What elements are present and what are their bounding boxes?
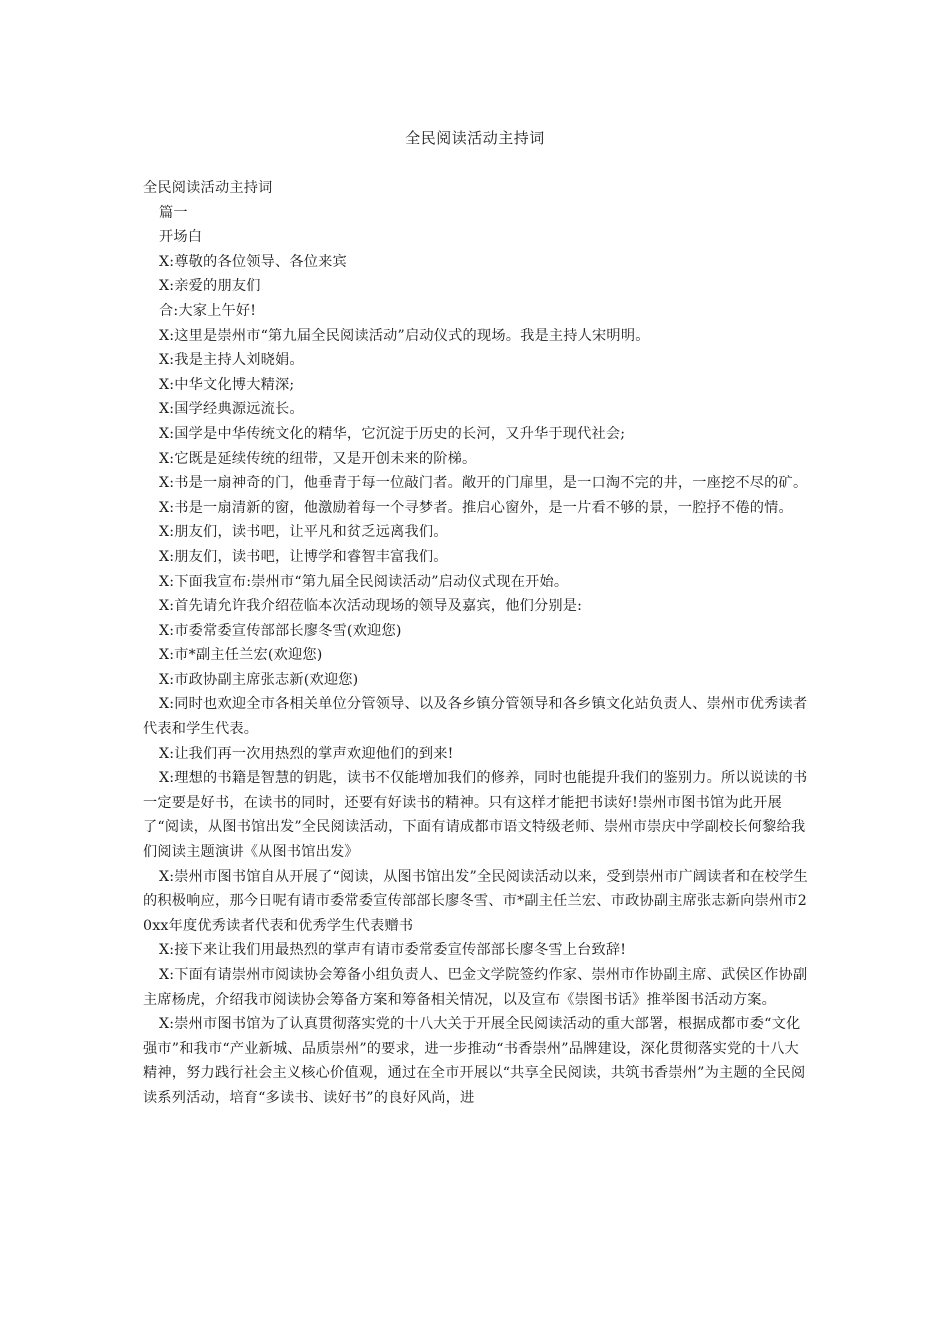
body-paragraph: X:亲爱的朋友们 <box>159 278 261 295</box>
body-paragraph: X:市委常委宣传部部长廖冬雪(欢迎您) <box>159 622 402 639</box>
body-paragraph: X:我是主持人刘晓娟。 <box>159 352 304 369</box>
body-paragraph: X:下面有请崇州市阅读协会筹备小组负责人、巴金文学院签约作家、崇州市作协副主席、武侯区作协副主席杨虎，介绍我市阅读协会筹备方案和筹备相关情况，以及宣布《崇图书话》推举图书活动方案。 <box>143 967 808 1008</box>
document-body <box>143 176 808 1111</box>
body-paragraph: X:崇州市图书馆自从开展了“阅读，从图书馆出发”全民阅读活动以来，受到崇州市广阔读者和在校学生的积极响应，那今日呢有请市委常委宣传部部长廖冬雪、市*副主任兰宏、市政协副主席张志新向崇州市20xx年度优秀读者代表和优秀学生代表赠书 <box>143 868 808 934</box>
body-paragraph: X:首先请允许我介绍莅临本次活动现场的领导及嘉宾，他们分别是: <box>159 598 583 615</box>
body-paragraph: X:中华文化博大精深; <box>159 376 295 393</box>
body-paragraph: X:理想的书籍是智慧的钥匙，读书不仅能增加我们的修养，同时也能提升我们的鉴别力。所以说读的书一定要是好书，在读书的同时，还要有好读书的精神。只有这样才能把书读好!崇州市图书馆为此开展了“阅读，从图书馆出发”全民阅读活动，下面有请成都市语文特级老师、崇州市崇庆中学副校长何黎给我们阅读主题演讲《从图书馆出发》 <box>143 770 808 861</box>
body-paragraph: X:尊敬的各位领导、各位来宾 <box>159 253 347 270</box>
body-paragraph: X:崇州市图书馆为了认真贯彻落实党的十八大关于开展全民阅读活动的重大部署，根据成都市委“文化强市”和我市“产业新城、品质崇州”的要求，进一步推动“书香崇州”品牌建设，深化贯彻落实党的十八大精神，努力践行社会主义核心价值观，通过在全市开展以“共享全民阅读，共筑书香崇州”为主题的全民阅读系列活动，培育“多读书、读好书”的良好风尚，进 <box>143 1016 806 1106</box>
body-paragraph: X:朋友们，读书吧，让博学和睿智丰富我们。 <box>159 548 448 565</box>
body-paragraph: X:同时也欢迎全市各相关单位分管领导、以及各乡镇分管领导和各乡镇文化站负责人、崇州市优秀读者代表和学生代表。 <box>143 696 808 738</box>
body-paragraph: X:国学经典源远流长。 <box>159 401 304 418</box>
body-paragraph: X:市政协副主席张志新(欢迎您) <box>159 671 359 688</box>
body-paragraph: X:市*副主任兰宏(欢迎您) <box>159 647 323 664</box>
body-paragraph: X:书是一扇清新的窗，他激励着每一个寻梦者。推启心窗外，是一片看不够的景，一腔抒不倦的情。 <box>159 499 793 516</box>
body-paragraph: X:书是一扇神奇的门，他垂青于每一位敲门者。敞开的门扉里，是一口淘不完的井，一座挖不尽的矿。 <box>159 475 808 492</box>
body-paragraph: 合:大家上午好! <box>159 302 257 319</box>
body-paragraph: 篇一 <box>159 204 188 221</box>
section-heading: 全民阅读活动主持词 <box>143 180 273 196</box>
body-paragraph: X:这里是崇州市“第九届全民阅读活动”启动仪式的现场。我是主持人宋明明。 <box>159 327 650 344</box>
body-paragraph: X:接下来让我们用最热烈的掌声有请市委常委宣传部部长廖冬雪上台致辞! <box>159 942 627 959</box>
body-paragraph: X:让我们再一次用热烈的掌声欢迎他们的到来! <box>159 745 454 762</box>
body-paragraph: X:它既是延续传统的纽带，又是开创未来的阶梯。 <box>159 450 477 467</box>
body-paragraph: X:国学是中华传统文化的精华，它沉淀于历史的长河，又升华于现代社会; <box>159 425 626 442</box>
document-title: 全民阅读活动主持词 <box>405 129 545 147</box>
body-paragraph: 开场白 <box>159 229 203 246</box>
body-paragraph: X:下面我宣布:崇州市“第九届全民阅读活动”启动仪式现在开始。 <box>159 573 569 590</box>
body-paragraph: X:朋友们，读书吧，让平凡和贫乏远离我们。 <box>159 524 448 541</box>
